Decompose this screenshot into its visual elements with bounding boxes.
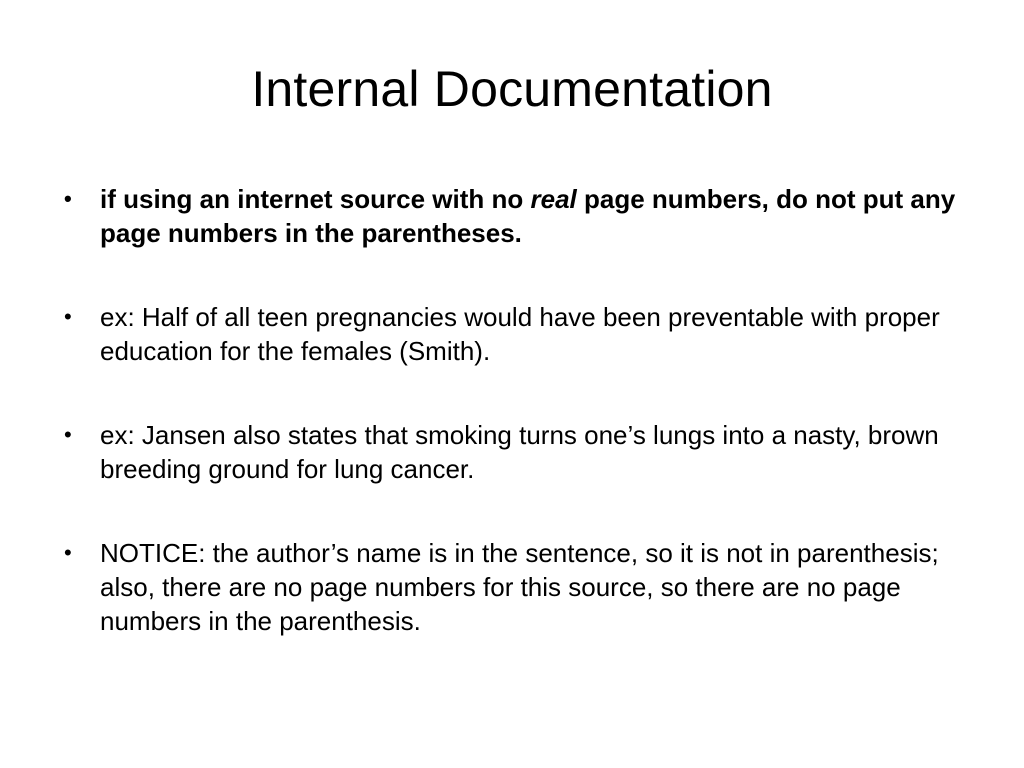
bullet-text-part: page numbers, do not put any page numbers in the parentheses. xyxy=(100,184,956,248)
bullet-icon: • xyxy=(64,304,72,329)
bullet-emphasis-text: real xyxy=(530,184,577,214)
bullet-text: ex: Jansen also states that smoking turns one’s lungs into a nasty, brown breeding ground for lung cancer. xyxy=(100,420,939,484)
bullet-item-example-smith xyxy=(58,300,978,368)
slide-title: Internal Documentation xyxy=(251,61,773,117)
bullet-icon: • xyxy=(64,186,72,211)
bullet-icon: • xyxy=(64,422,72,447)
bullet-item-internet-source xyxy=(58,182,978,250)
bullet-item-example-jansen xyxy=(58,418,978,486)
bullet-text-part: if using an internet source with no xyxy=(100,184,531,214)
bullet-text: ex: Half of all teen pregnancies would have been preventable with proper education for the females (Smith). xyxy=(100,302,940,366)
bullet-list xyxy=(58,182,978,638)
bullet-text: NOTICE: the author’s name is in the sentence, so it is not in parenthesis; also, there are no page numbers for this source, so there are no page numbers in the parenthesis. xyxy=(100,538,939,636)
bullet-icon: • xyxy=(64,540,72,565)
bullet-item-notice xyxy=(58,536,978,638)
